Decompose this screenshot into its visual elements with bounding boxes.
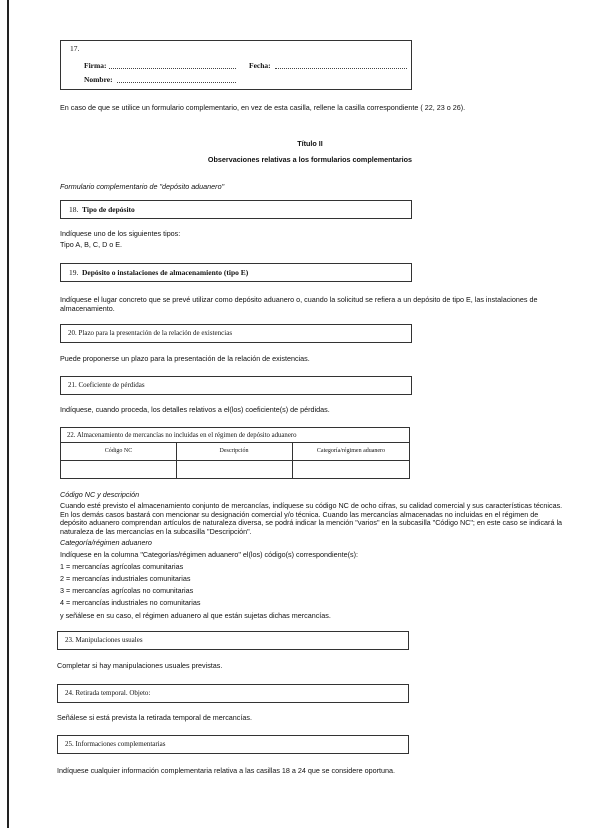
box-25 [57, 735, 409, 754]
firma-label: Firma: [84, 61, 107, 70]
box-22-title: 22. Almacenamiento de mercancías no incluidas en el régimen de depósito aduanero [67, 432, 297, 439]
box-24-label: 24. Retirada temporal. Objeto: [65, 689, 151, 697]
section-subtitle: Observaciones relativas a los formularios complementarios [207, 155, 413, 164]
box-18 [60, 200, 412, 219]
cell-categoria[interactable] [293, 461, 410, 479]
cat-item-3: 3 = mercancías agrícolas no comunitarias [60, 586, 194, 595]
fecha-field[interactable] [275, 62, 407, 69]
box-17-signature [60, 40, 412, 90]
box-17-number: 17. [70, 44, 80, 53]
p21: Indíquese, cuando proceda, los detalles relativos a el(los) coeficiente(s) de pérdidas. [60, 405, 330, 414]
box-21-label: 21. Coeficiente de pérdidas [68, 381, 145, 389]
p18b: Tipo A, B, C, D o E. [60, 240, 123, 249]
col-header-categoria: Categoría/régimen aduanero [316, 448, 386, 454]
cat-item-4: 4 = mercancías industriales no comunitarias [60, 598, 201, 607]
p20: Puede proponerse un plazo para la presentación de la relación de existencias. [60, 354, 310, 363]
firma-field[interactable] [109, 62, 236, 69]
note-17: En caso de que se utilice un formulario complementario, en vez de esta casilla, rellene la casilla correspondiente ( 22, 23 o 26). [60, 103, 466, 112]
fecha-label: Fecha: [249, 61, 271, 70]
box-18-label: Tipo de depósito [82, 205, 135, 214]
nombre-label: Nombre: [84, 75, 113, 84]
box-19 [60, 263, 412, 282]
cat-item-1: 1 = mercancías agrícolas comunitarias [60, 562, 184, 571]
table-top-rule [61, 442, 409, 443]
box-25-label: 25. Informaciones complementarias [65, 740, 166, 748]
col-header-codigo-nc: Código NC [104, 448, 133, 454]
cat-item-2: 2 = mercancías industriales comunitarias [60, 574, 191, 583]
p23: Completar si hay manipulaciones usuales previstas. [57, 661, 223, 670]
box-24 [57, 684, 409, 703]
nombre-field[interactable] [117, 76, 236, 83]
p25: Indíquese cualquier información complementaria relativa a las casillas 18 a 24 que se considere oportuna. [57, 766, 396, 775]
form-heading: Formulario complementario de "depósito aduanero" [60, 182, 225, 191]
left-margin-rule [7, 0, 9, 828]
p19: Indíquese el lugar concreto que se prevé utilizar como depósito aduanero o, cuando la solicitud se refiera a un depósito de tipo E, las instalaciones de almacenamiento. [60, 295, 538, 313]
box-20-label: 20. Plazo para la presentación de la relación de existencias [68, 329, 233, 337]
box-19-label: Depósito o instalaciones de almacenamiento (tipo E) [82, 268, 249, 277]
p-codigo-nc: Cuando esté previsto el almacenamiento conjunto de mercancías, indíquese su código NC de ocho cifras, su calidad comercial y sus características técnicas. En los demás casos bastará con mencionar su designación comercial y/o técnica. Cuando las mercancías almacenadas no incluidas en el régimen de depósito aduanero comprendan artículos de naturaleza diversa, se podrá indicar la mención "varios" en la subcasilla "Código NC"; en este caso se indicará la naturaleza de las mercancías en la subcasilla "Descripción". [60, 501, 563, 536]
p-categoria: Indíquese en la columna "Categorías/régimen aduanero" el(los) código(s) correspondiente(s): [60, 550, 358, 559]
cell-codigo-nc[interactable] [61, 461, 176, 479]
p-cat-end: y señálese en su caso, el régimen aduanero al que están sujetas dichas mercancías. [60, 611, 331, 620]
box-18-number: 18. [69, 205, 79, 214]
cell-descripcion[interactable] [177, 461, 292, 479]
box-20 [60, 324, 412, 343]
col-header-descripcion: Descripción [219, 448, 249, 454]
p24: Señálese si está prevista la retirada temporal de mercancías. [57, 713, 252, 722]
box-22-table [60, 427, 410, 479]
box-19-number: 19. [69, 268, 79, 277]
heading-codigo-nc: Código NC y descripción [60, 490, 140, 499]
section-title: Título II [297, 139, 323, 148]
p18a: Indíquese uno de los siguientes tipos: [60, 229, 181, 238]
box-23-label: 23. Manipulaciones usuales [65, 636, 143, 644]
box-23 [57, 631, 409, 650]
box-21 [60, 376, 412, 395]
heading-categoria: Categoría/régimen aduanero [60, 538, 152, 547]
